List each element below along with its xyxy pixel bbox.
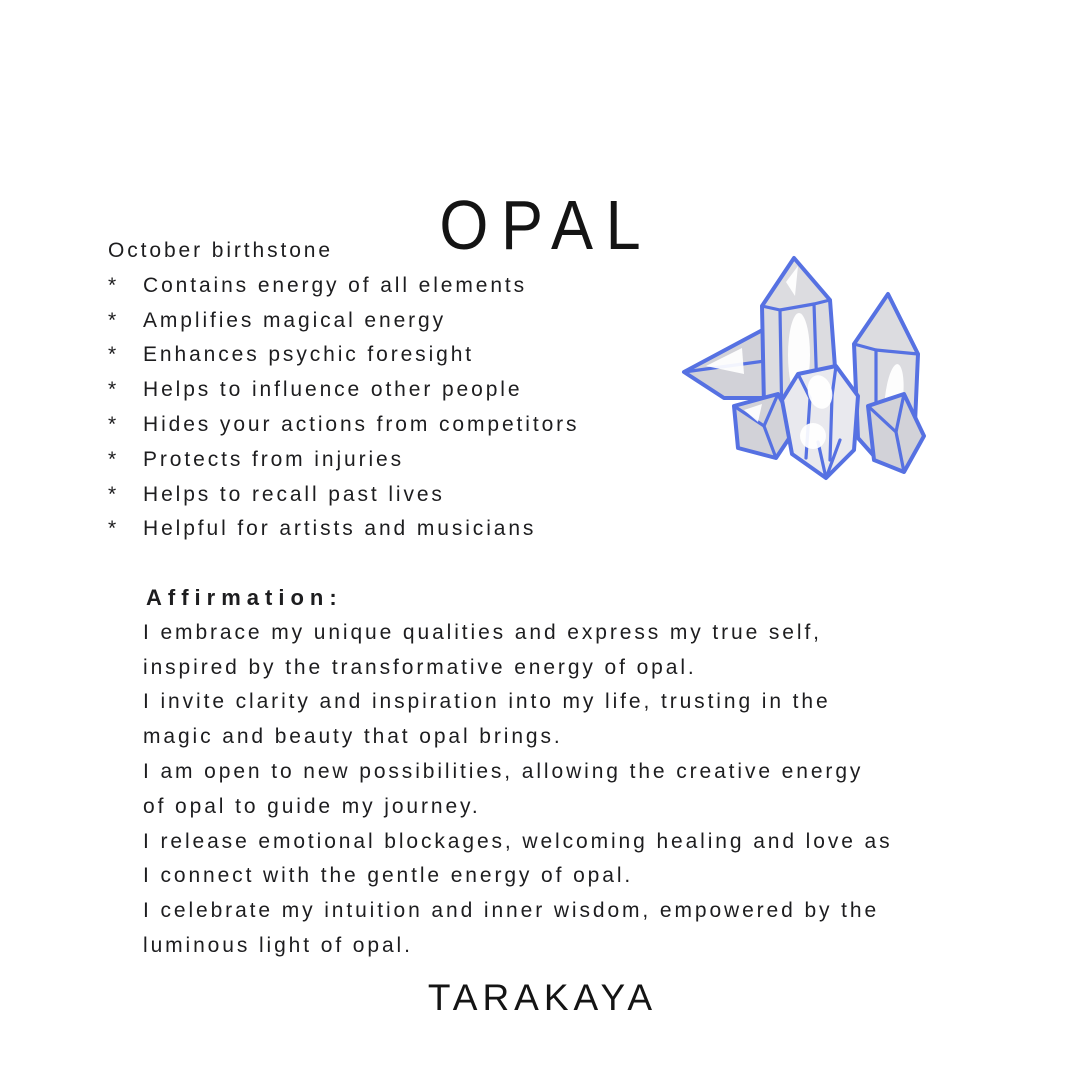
list-item <box>108 304 579 339</box>
asterisk-marker: * <box>108 343 117 367</box>
affirmation-line: magic and beauty that opal brings. <box>143 725 563 749</box>
properties-list <box>108 234 579 547</box>
list-item <box>108 338 579 373</box>
affirmation-line: inspired by the transformative energy of opal. <box>143 655 697 679</box>
asterisk-marker: * <box>108 482 117 506</box>
affirmation-heading: Affirmation: <box>146 585 343 610</box>
list-item <box>108 443 579 478</box>
affirmation-text <box>143 616 822 686</box>
asterisk-marker: * <box>108 308 117 332</box>
affirmation-text <box>143 755 863 825</box>
asterisk-marker: * <box>108 273 117 297</box>
bullet-icon <box>125 685 143 700</box>
list-item <box>108 373 579 408</box>
affirmation-line: luminous light of opal. <box>143 933 413 957</box>
list-item <box>108 269 579 304</box>
affirmation-line: I release emotional blockages, welcoming healing and love as <box>143 829 893 853</box>
affirmation-item <box>125 894 893 964</box>
affirmation-line: I celebrate my intuition and inner wisdom, empowered by the <box>143 899 880 923</box>
brand-logotype: TARAKAYA <box>427 977 658 1018</box>
list-item-text: Contains energy of all elements <box>143 273 528 297</box>
affirmation-item <box>125 616 893 686</box>
list-item-text: Helps to influence other people <box>143 378 523 402</box>
affirmation-text <box>143 894 879 964</box>
affirmation-item <box>125 825 893 895</box>
bullet-icon <box>125 616 143 631</box>
list-item-text: Amplifies magical energy <box>143 308 447 332</box>
page-title: OPAL <box>439 185 654 264</box>
affirmation-item <box>125 755 893 825</box>
list-item-text: Helps to recall past lives <box>143 482 445 506</box>
affirmation-text <box>143 685 831 755</box>
asterisk-marker: * <box>108 517 117 541</box>
list-item-text: Helpful for artists and musicians <box>143 517 537 541</box>
affirmation-item <box>125 685 893 755</box>
affirmation-line: I connect with the gentle energy of opal. <box>143 864 634 888</box>
list-item <box>108 408 579 443</box>
list-item-text: Enhances psychic foresight <box>143 343 475 367</box>
bullet-icon <box>125 755 143 770</box>
crystal-cluster-icon <box>678 250 943 495</box>
intro-line: October birthstone <box>108 239 333 262</box>
list-item-text: Hides your actions from competitors <box>143 412 580 436</box>
asterisk-marker: * <box>108 412 117 436</box>
affirmation-line: I invite clarity and inspiration into my life, trusting in the <box>143 690 831 714</box>
list-item <box>108 512 579 547</box>
affirmation-line: I am open to new possibilities, allowing the creative energy <box>143 759 864 783</box>
affirmation-section <box>125 581 893 964</box>
list-item <box>108 478 579 513</box>
affirmation-line: of opal to guide my journey. <box>143 794 481 818</box>
affirmation-text <box>143 825 893 895</box>
list-item-text: Protects from injuries <box>143 447 405 471</box>
asterisk-marker: * <box>108 378 117 402</box>
asterisk-marker: * <box>108 447 117 471</box>
bullet-icon <box>125 825 143 840</box>
affirmation-line: I embrace my unique qualities and express my true self, <box>143 620 822 644</box>
bullet-icon <box>125 894 143 909</box>
crystal-cluster-illustration <box>678 250 943 495</box>
